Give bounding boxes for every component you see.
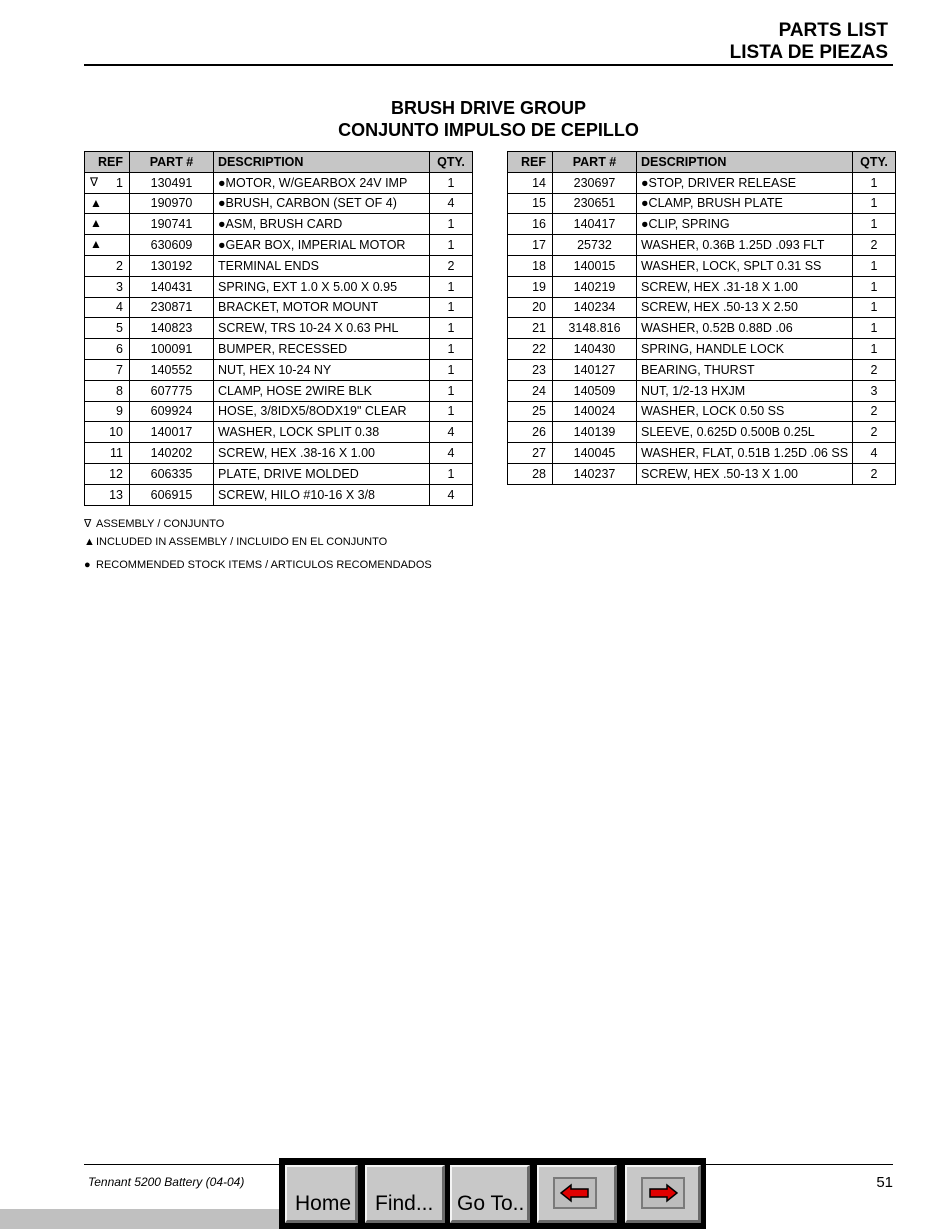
legend-recommended [84, 559, 432, 571]
cell-qty: 2 [853, 401, 896, 422]
cell-description: WASHER, FLAT, 0.51B 1.25D .06 SS [637, 443, 853, 464]
ref-number: 13 [109, 487, 123, 502]
ref-number: 15 [532, 196, 546, 211]
table-row [85, 380, 473, 401]
cell-ref [508, 422, 553, 443]
cell-description: ●MOTOR, W/GEARBOX 24V IMP [214, 172, 430, 193]
ref-number: 7 [116, 362, 123, 377]
cell-description: CLAMP, HOSE 2WIRE BLK [214, 380, 430, 401]
triangle-icon: ▲ [90, 195, 102, 210]
home-button-label: Home [295, 1192, 352, 1215]
col-header-ref: REF [508, 152, 553, 173]
cell-description: TERMINAL ENDS [214, 255, 430, 276]
table-row [85, 484, 473, 505]
triangle-icon: ▲ [90, 216, 102, 231]
cell-qty: 4 [430, 422, 473, 443]
ref-number: 21 [532, 321, 546, 336]
table-row [85, 235, 473, 256]
ref-number: 27 [532, 446, 546, 461]
ref-number: 5 [116, 321, 123, 336]
section-title-line2: CONJUNTO IMPULSO DE CEPILLO [338, 120, 639, 140]
cell-part-number: 3148.816 [553, 318, 637, 339]
cell-qty: 1 [853, 255, 896, 276]
col-header-ref: REF [85, 152, 130, 173]
cell-part-number: 140219 [553, 276, 637, 297]
cell-ref [85, 422, 130, 443]
col-header-description: DESCRIPTION [214, 152, 430, 173]
ref-number: 17 [532, 238, 546, 253]
arrow-frame [641, 1177, 685, 1209]
table-row [508, 463, 896, 484]
cell-qty: 1 [853, 318, 896, 339]
ref-number: 14 [532, 175, 546, 190]
cell-part-number: 190970 [130, 193, 214, 214]
table-row [508, 318, 896, 339]
legend-included-text: INCLUDED IN ASSEMBLY / INCLUIDO EN EL CONJUNTO [96, 536, 388, 548]
left-arrow-icon [560, 1183, 590, 1203]
ref-number: 9 [116, 404, 123, 419]
cell-qty: 1 [430, 297, 473, 318]
cell-ref [85, 359, 130, 380]
cell-description: ●GEAR BOX, IMPERIAL MOTOR [214, 235, 430, 256]
cell-description: ●CLAMP, BRUSH PLATE [637, 193, 853, 214]
table-row [508, 443, 896, 464]
table-row [508, 359, 896, 380]
header-rule [84, 64, 893, 66]
cell-description: ●CLIP, SPRING [637, 214, 853, 235]
cell-part-number: 130192 [130, 255, 214, 276]
table-row [508, 380, 896, 401]
cell-qty: 1 [853, 214, 896, 235]
cell-ref [508, 339, 553, 360]
legend-assembly-text: ASSEMBLY / CONJUNTO [96, 518, 225, 530]
cell-ref [85, 401, 130, 422]
cell-qty: 2 [853, 235, 896, 256]
navigation-bar [279, 1158, 706, 1229]
footer-rule [705, 1164, 893, 1165]
ref-number: 24 [532, 383, 546, 398]
cell-ref [508, 443, 553, 464]
cell-ref [508, 255, 553, 276]
ref-number: 2 [116, 258, 123, 273]
table-row [85, 359, 473, 380]
footer-rule [84, 1164, 280, 1165]
cell-ref [85, 193, 130, 214]
cell-ref [85, 380, 130, 401]
cell-qty: 1 [430, 463, 473, 484]
cell-qty: 1 [853, 193, 896, 214]
cell-qty: 1 [430, 401, 473, 422]
section-title-line1: BRUSH DRIVE GROUP [390, 98, 587, 118]
cell-description: NUT, 1/2-13 HXJM [637, 380, 853, 401]
cell-part-number: 140045 [553, 443, 637, 464]
col-header-description: DESCRIPTION [637, 152, 853, 173]
col-header-qty: QTY. [430, 152, 473, 173]
assembly-symbol-icon: ∇ [90, 174, 99, 189]
cell-qty: 2 [430, 255, 473, 276]
cell-description: SCREW, HEX .50-13 X 2.50 [637, 297, 853, 318]
table-row [85, 422, 473, 443]
cell-qty: 1 [853, 172, 896, 193]
cell-ref [85, 235, 130, 256]
table-header-row [85, 152, 473, 173]
previous-page-button[interactable] [537, 1165, 617, 1223]
cell-description: SCREW, HEX .50-13 X 1.00 [637, 463, 853, 484]
cell-ref [85, 255, 130, 276]
col-header-part: PART # [553, 152, 637, 173]
table-row [85, 193, 473, 214]
assembly-symbol-icon: ∇ [84, 518, 92, 530]
table-row [508, 339, 896, 360]
cell-part-number: 140509 [553, 380, 637, 401]
cell-description: NUT, HEX 10-24 NY [214, 359, 430, 380]
header-title-line2: LISTA DE PIEZAS [729, 42, 888, 63]
table-row [508, 255, 896, 276]
cell-ref [85, 318, 130, 339]
cell-description: WASHER, 0.36B 1.25D .093 FLT [637, 235, 853, 256]
cell-part-number: 140237 [553, 463, 637, 484]
cell-description: WASHER, LOCK, SPLT 0.31 SS [637, 255, 853, 276]
cell-description: HOSE, 3/8IDX5/8ODX19" CLEAR [214, 401, 430, 422]
cell-description: ●ASM, BRUSH CARD [214, 214, 430, 235]
ref-number: 16 [532, 217, 546, 232]
header-title [730, 20, 888, 64]
cell-description: WASHER, 0.52B 0.88D .06 [637, 318, 853, 339]
cell-description: SLEEVE, 0.625D 0.500B 0.25L [637, 422, 853, 443]
cell-ref [508, 463, 553, 484]
legend-included [84, 536, 387, 548]
cell-qty: 1 [430, 276, 473, 297]
table-row [508, 401, 896, 422]
cell-part-number: 140234 [553, 297, 637, 318]
cell-part-number: 230697 [553, 172, 637, 193]
goto-button-label: Go To.. [457, 1192, 525, 1215]
ref-number: 20 [532, 300, 546, 315]
cell-description: SCREW, HEX .38-16 X 1.00 [214, 443, 430, 464]
cell-qty: 4 [430, 443, 473, 464]
cell-qty: 1 [853, 339, 896, 360]
cell-qty: 1 [430, 214, 473, 235]
ref-number: 25 [532, 404, 546, 419]
cell-description: SPRING, EXT 1.0 X 5.00 X 0.95 [214, 276, 430, 297]
cell-part-number: 140127 [553, 359, 637, 380]
cell-qty: 1 [430, 359, 473, 380]
cell-part-number: 607775 [130, 380, 214, 401]
arrow-frame [553, 1177, 597, 1209]
cell-qty: 1 [430, 235, 473, 256]
ref-number: 11 [110, 446, 123, 461]
table-row [85, 318, 473, 339]
ref-number: 22 [532, 342, 546, 357]
table-row [508, 235, 896, 256]
cell-qty: 4 [853, 443, 896, 464]
cell-qty: 1 [853, 276, 896, 297]
cell-ref [85, 214, 130, 235]
legend-recommended-text: RECOMMENDED STOCK ITEMS / ARTICULOS RECOMENDADOS [96, 559, 432, 571]
cell-part-number: 230871 [130, 297, 214, 318]
cell-ref [508, 318, 553, 339]
table-row [508, 276, 896, 297]
ref-number: 12 [109, 466, 123, 481]
cell-part-number: 606915 [130, 484, 214, 505]
cell-qty: 2 [853, 359, 896, 380]
cell-ref [85, 463, 130, 484]
cell-qty: 3 [853, 380, 896, 401]
table-row [508, 214, 896, 235]
footer-document-info: Tennant 5200 Battery (04-04) [88, 1175, 245, 1189]
cell-ref [508, 359, 553, 380]
table-row [85, 401, 473, 422]
cell-description: WASHER, LOCK SPLIT 0.38 [214, 422, 430, 443]
table-row [85, 276, 473, 297]
ref-number: 18 [532, 258, 546, 273]
cell-part-number: 140552 [130, 359, 214, 380]
cell-description: WASHER, LOCK 0.50 SS [637, 401, 853, 422]
cell-part-number: 25732 [553, 235, 637, 256]
table-row [508, 422, 896, 443]
bullet-icon: ● [84, 559, 91, 571]
ref-number: 1 [116, 175, 123, 190]
cell-ref [508, 276, 553, 297]
cell-ref [85, 297, 130, 318]
ref-number: 3 [116, 279, 123, 294]
cell-description: SCREW, HEX .31-18 X 1.00 [637, 276, 853, 297]
table-row [85, 339, 473, 360]
parts-table-left [84, 151, 473, 506]
cell-part-number: 609924 [130, 401, 214, 422]
cell-part-number: 190741 [130, 214, 214, 235]
table-row [508, 297, 896, 318]
cell-description: ●STOP, DRIVER RELEASE [637, 172, 853, 193]
ref-number: 19 [532, 279, 546, 294]
cell-part-number: 140823 [130, 318, 214, 339]
cell-description: SCREW, TRS 10-24 X 0.63 PHL [214, 318, 430, 339]
table-header-row [508, 152, 896, 173]
cell-ref [508, 401, 553, 422]
cell-part-number: 140430 [553, 339, 637, 360]
cell-part-number: 606335 [130, 463, 214, 484]
ref-number: 10 [109, 425, 123, 440]
page-number: 51 [876, 1174, 893, 1191]
right-arrow-icon [648, 1183, 678, 1203]
cell-description: BRACKET, MOTOR MOUNT [214, 297, 430, 318]
table-row [85, 463, 473, 484]
legend-assembly [84, 517, 224, 530]
cell-part-number: 100091 [130, 339, 214, 360]
cell-qty: 2 [853, 463, 896, 484]
cell-ref [85, 172, 130, 193]
cell-part-number: 140202 [130, 443, 214, 464]
next-page-button[interactable] [625, 1165, 701, 1223]
table-row [85, 172, 473, 193]
cell-part-number: 130491 [130, 172, 214, 193]
goto-button[interactable] [450, 1165, 530, 1223]
cell-qty: 1 [430, 172, 473, 193]
cell-description: ●BRUSH, CARBON (SET OF 4) [214, 193, 430, 214]
parts-table-right [507, 151, 896, 485]
cell-qty: 4 [430, 193, 473, 214]
cell-part-number: 140417 [553, 214, 637, 235]
triangle-icon: ▲ [84, 536, 95, 548]
home-button[interactable] [285, 1165, 358, 1223]
cell-ref [508, 193, 553, 214]
ref-number: 28 [532, 466, 546, 481]
cell-description: BUMPER, RECESSED [214, 339, 430, 360]
find-button-label: Find... [375, 1192, 434, 1215]
cell-ref [508, 235, 553, 256]
ref-number: 23 [532, 362, 546, 377]
col-header-part: PART # [130, 152, 214, 173]
table-row [508, 193, 896, 214]
table-row [508, 172, 896, 193]
cell-part-number: 230651 [553, 193, 637, 214]
table-row [85, 443, 473, 464]
cell-ref [508, 297, 553, 318]
cell-part-number: 630609 [130, 235, 214, 256]
cell-part-number: 140139 [553, 422, 637, 443]
cell-description: SCREW, HILO #10-16 X 3/8 [214, 484, 430, 505]
cell-part-number: 140015 [553, 255, 637, 276]
cell-part-number: 140431 [130, 276, 214, 297]
table-row [85, 297, 473, 318]
table-row [85, 255, 473, 276]
cell-ref [508, 214, 553, 235]
cell-ref [508, 172, 553, 193]
ref-number: 8 [116, 383, 123, 398]
section-title [84, 97, 893, 141]
cell-qty: 2 [853, 422, 896, 443]
cell-ref [508, 380, 553, 401]
col-header-qty: QTY. [853, 152, 896, 173]
cell-qty: 1 [853, 297, 896, 318]
cell-description: PLATE, DRIVE MOLDED [214, 463, 430, 484]
cell-ref [85, 339, 130, 360]
table-row [85, 214, 473, 235]
cell-ref [85, 443, 130, 464]
cell-ref [85, 276, 130, 297]
cell-part-number: 140024 [553, 401, 637, 422]
cell-qty: 1 [430, 380, 473, 401]
header-title-line1: PARTS LIST [778, 20, 888, 41]
find-button[interactable] [365, 1165, 445, 1223]
cell-description: BEARING, THURST [637, 359, 853, 380]
cell-qty: 1 [430, 318, 473, 339]
cell-qty: 4 [430, 484, 473, 505]
ref-number: 4 [116, 300, 123, 315]
cell-ref [85, 484, 130, 505]
ref-number: 6 [116, 342, 123, 357]
cell-part-number: 140017 [130, 422, 214, 443]
cell-description: SPRING, HANDLE LOCK [637, 339, 853, 360]
triangle-icon: ▲ [90, 237, 102, 252]
cell-qty: 1 [430, 339, 473, 360]
ref-number: 26 [532, 425, 546, 440]
